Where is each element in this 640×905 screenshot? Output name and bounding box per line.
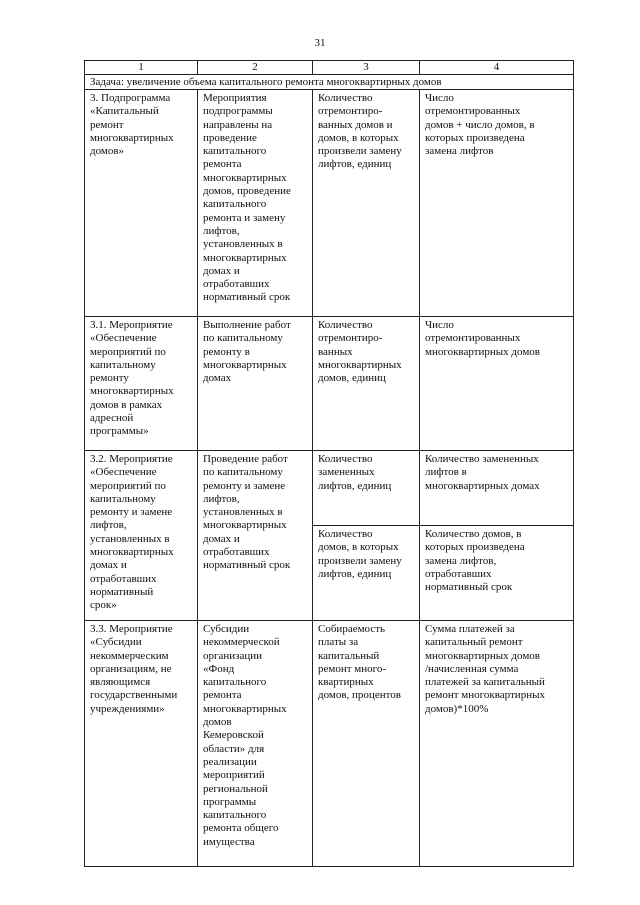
- row-3-description: Мероприятия подпрограммы направлены на проведение капитального ремонта многоквартирных домов, проведение капитального ремонта и замену лифтов, установленных в многоквартирных домах и отработавших нормативный срок: [198, 90, 313, 317]
- row-3-3-description: Субсидии некоммерческой организации «Фонд капитального ремонта многоквартирных домов Кемеровской области» для реализации мероприятий региональной программы капитального ремонта общего имущества: [198, 621, 313, 867]
- indicators-table: [84, 60, 574, 867]
- task-row: [85, 75, 574, 90]
- row-3-indicator: Количество отремонтиро- ванных домов и домов, в которых произвели замену лифтов, единиц: [313, 90, 420, 317]
- page-number: 31: [314, 37, 326, 49]
- row-3-1-indicator: Количество отремонтиро- ванных многоквартирных домов, единиц: [313, 317, 420, 451]
- column-number-row: [85, 61, 574, 75]
- task-cell: Задача: увеличение объема капитального ремонта многоквартирных домов: [85, 75, 574, 90]
- row-3-formula: Число отремонтированных домов + число домов, в которых произведена замена лифтов: [420, 90, 574, 317]
- column-number-1: 1: [85, 61, 198, 75]
- row-3-3-name: 3.3. Мероприятие «Субсидии некоммерческим организациям, не являющимся государственными учреждениями»: [85, 621, 198, 867]
- row-3-name: 3. Подпрограмма «Капитальный ремонт многоквартирных домов»: [85, 90, 198, 317]
- row-3-2-description: Проведение работ по капитальному ремонту и замене лифтов, установленных в многоквартирных домах и отработавших нормативный срок: [198, 451, 313, 621]
- row-3-2-indicator-lifts: Количество замененных лифтов, единиц: [313, 451, 420, 526]
- table-row-measure-3-3: [85, 621, 574, 867]
- row-3-1-name: 3.1. Мероприятие «Обеспечение мероприятий по капитальному ремонту многоквартирных домов в рамках адресной программы»: [85, 317, 198, 451]
- column-number-2: 2: [198, 61, 313, 75]
- table-row-measure-3-2: [85, 451, 574, 526]
- row-3-2-name: 3.2. Мероприятие «Обеспечение мероприятий по капитальному ремонту и замене лифтов, установленных в многоквартирных домах и отработавших нормативный срок»: [85, 451, 198, 621]
- row-3-2-formula-lifts: Количество замененных лифтов в многоквартирных домах: [420, 451, 574, 526]
- row-3-2-indicator-houses: Количество домов, в которых произвели замену лифтов, единиц: [313, 526, 420, 621]
- row-3-1-description: Выполнение работ по капитальному ремонту в многоквартирных домах: [198, 317, 313, 451]
- row-3-3-formula: Сумма платежей за капитальный ремонт многоквартирных домов /начисленная сумма платежей за капитальный ремонт многоквартирных домов)*100%: [420, 621, 574, 867]
- row-3-3-indicator: Собираемость платы за капитальный ремонт много- квартирных домов, процентов: [313, 621, 420, 867]
- table-row-measure-3-1: [85, 317, 574, 451]
- column-number-3: 3: [313, 61, 420, 75]
- row-3-2-formula-houses: Количество домов, в которых произведена замена лифтов, отработавших нормативный срок: [420, 526, 574, 621]
- row-3-1-formula: Число отремонтированных многоквартирных домов: [420, 317, 574, 451]
- column-number-4: 4: [420, 61, 574, 75]
- table-row-subprogram-3: [85, 90, 574, 317]
